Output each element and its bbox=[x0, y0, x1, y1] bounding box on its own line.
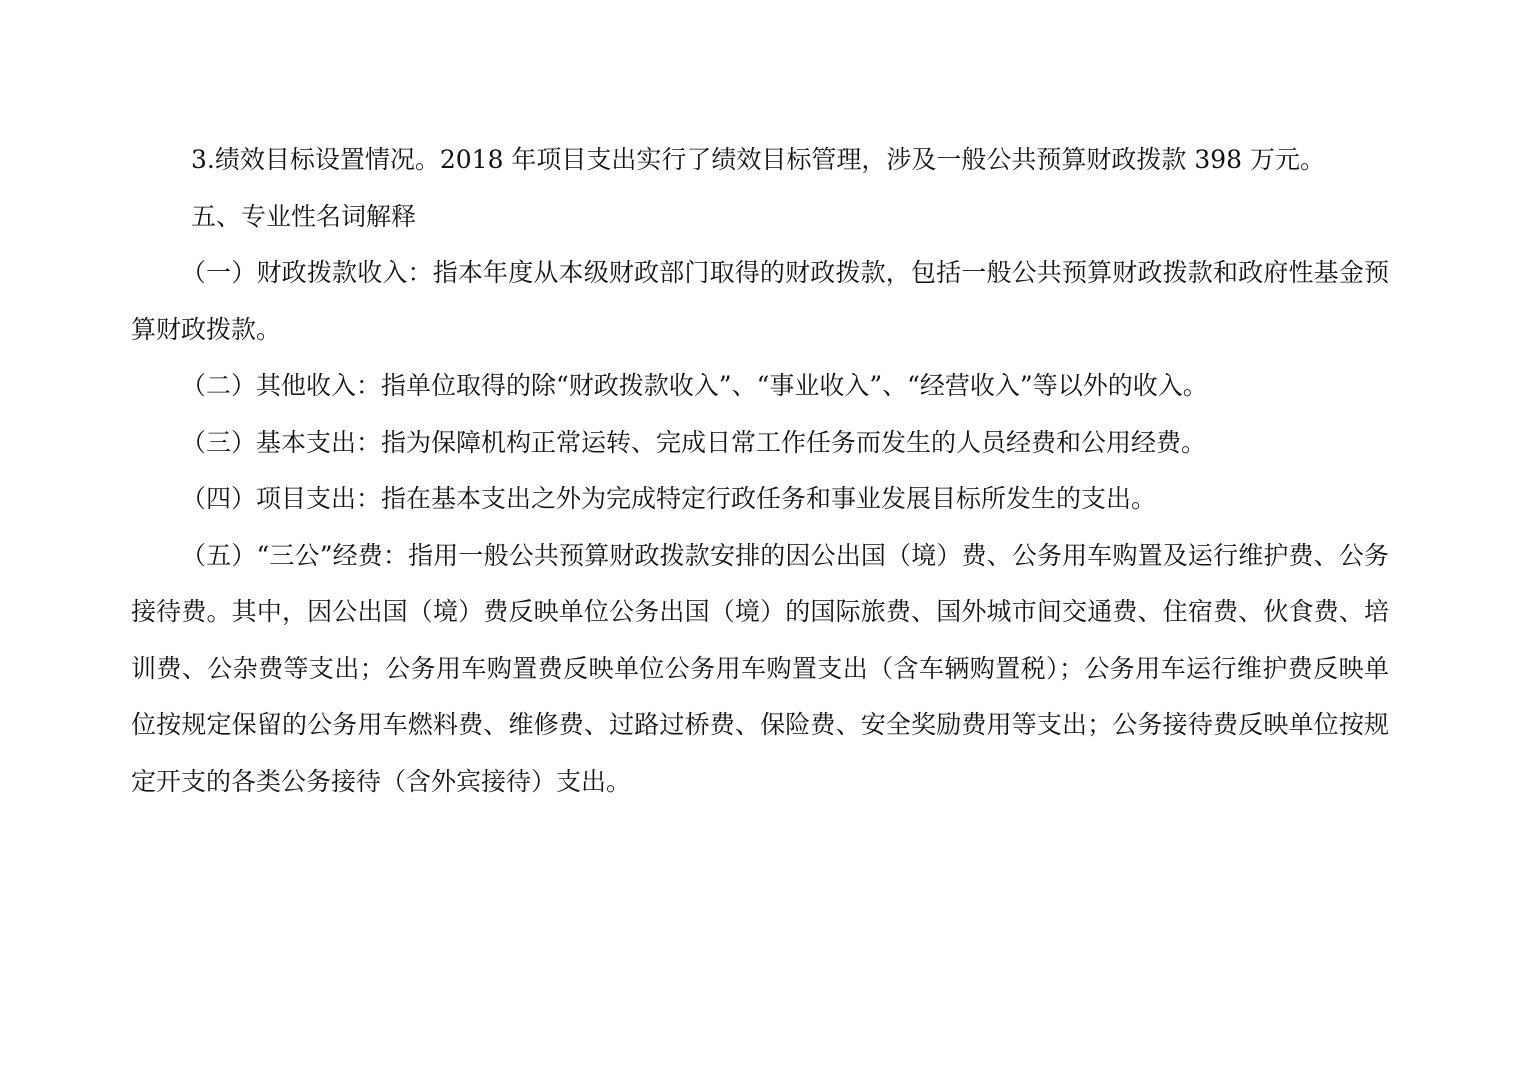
term-fiscal-appropriation-income: （一）财政拨款收入：指本年度从本级财政部门取得的财政拨款，包括一般公共预算财政拨款和政府性基金预算财政拨款。 bbox=[131, 258, 1389, 344]
document-page bbox=[131, 132, 1389, 810]
term-project-expenditure: （四）项目支出：指在基本支出之外为完成特定行政任务和事业发展目标所发生的支出。 bbox=[181, 484, 1157, 513]
section-heading-terminology: 五、专业性名词解释 bbox=[191, 201, 417, 231]
term-three-public-expenses: （五）“三公”经费：指用一般公共预算财政拨款安排的因公出国（境）费、公务用车购置及运行维护费、公务接待费。其中，因公出国（境）费反映单位公务出国（境）的国际旅费、国外城市间交通费、住宿费、伙食费、培训费、公杂费等支出；公务用车购置费反映单位公务用车购置支出（含车辆购置税）；公务用车运行维护费反映单位按规定保留的公务用车燃料费、维修费、过路过桥费、保险费、安全奖励费用等支出；公务接待费反映单位按规定开支的各类公务接待（含外宾接待）支出。 bbox=[131, 540, 1389, 796]
term-other-income: （二）其他收入：指单位取得的除“财政拨款收入”、“事业收入”、“经营收入”等以外的收入。 bbox=[181, 371, 1208, 400]
term-basic-expenditure: （三）基本支出：指为保障机构正常运转、完成日常工作任务而发生的人员经费和公用经费。 bbox=[181, 427, 1207, 457]
performance-target-paragraph: 3.绩效目标设置情况。2018 年项目支出实行了绩效目标管理，涉及一般公共预算财政拨款 398 万元。 bbox=[191, 145, 1326, 174]
